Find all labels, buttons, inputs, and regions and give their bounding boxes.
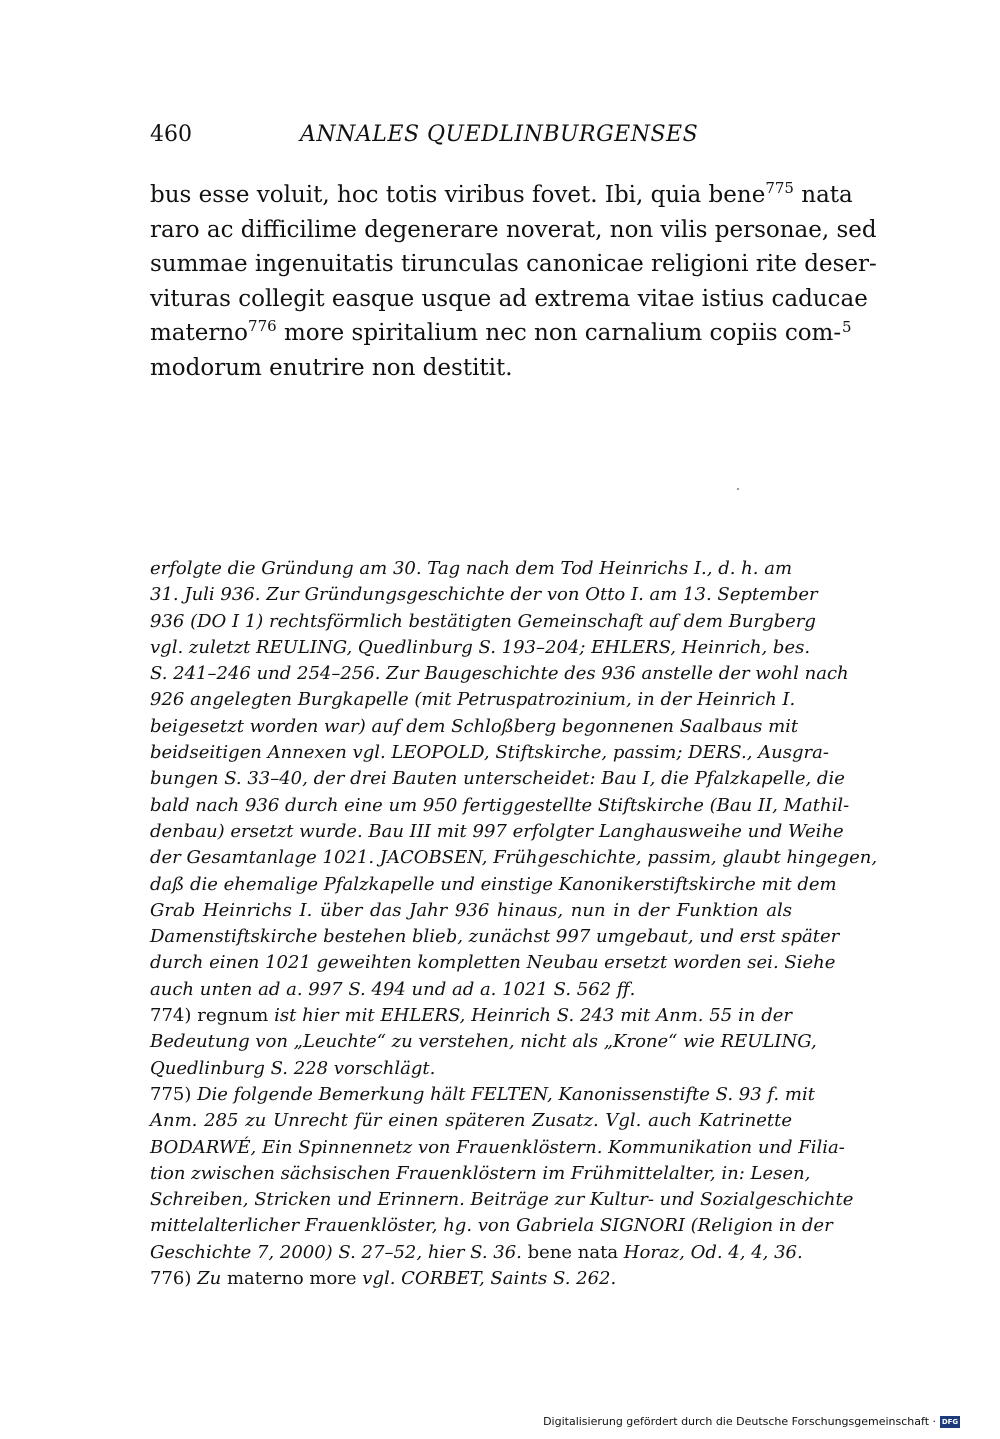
footnotes — [150, 556, 878, 1292]
lemma: bene nata — [521, 1241, 619, 1263]
footnote-ref-776: 776 — [248, 317, 277, 335]
text-span: bus esse voluit, hoc totis viribus fovet. Ibi, quia bene — [150, 182, 766, 208]
footnote-line: der Gesamtanlage 1021. JACOBSEN, Frühgeschichte, passim, glaubt hingegen, — [150, 847, 878, 869]
page-number: 460 — [150, 122, 192, 147]
footnote-776-line — [150, 1266, 792, 1292]
footnote-line: tion zwischen sächsischen Frauenklöstern im Frühmittelalter, in: Lesen, — [150, 1162, 811, 1184]
footnote-line: auch unten ad a. 997 S. 494 und ad a. 1021 S. 562 ff. — [150, 978, 636, 1000]
footnote-line: Quedlinburg S. 228 vorschlägt. — [150, 1057, 436, 1079]
running-title: ANNALES QUEDLINBURGENSES — [300, 122, 699, 147]
text-span: ist hier mit EHLERS, Heinrich S. 243 mit Anm. 55 in der — [268, 1005, 793, 1027]
footnote-ref-775: 775 — [765, 179, 794, 197]
footnote-number: 774) — [150, 1005, 192, 1027]
digitization-credit — [543, 1415, 960, 1428]
footnote-775-line — [150, 1082, 815, 1108]
page-header — [150, 122, 830, 156]
text-line — [150, 178, 853, 213]
scan-speck — [737, 488, 739, 490]
text-span: vgl. CORBET, Saints S. 262. — [356, 1268, 617, 1290]
main-text — [150, 178, 877, 385]
text-span: more spiritalium nec non carnalium copiis com- — [276, 320, 842, 346]
footnote-line: denbau) ersetzt wurde. Bau III mit 997 erfolgter Langhausweihe und Weihe — [150, 820, 844, 842]
lemma: regnum — [197, 1005, 269, 1027]
footnote-line: Schreiben, Stricken und Erinnern. Beiträge zur Kultur- und Sozialgeschichte — [150, 1189, 854, 1211]
footnote-number: 775) — [150, 1083, 192, 1105]
footnote-line: daß die ehemalige Pfalzkapelle und einstige Kanonikerstiftskirche mit dem — [150, 873, 837, 895]
credit-text: Digitalisierung gefördert durch die Deutsche Forschungsgemeinschaft · — [543, 1415, 936, 1428]
footnote-line: vgl. zuletzt REULING, Quedlinburg S. 193–204; EHLERS, Heinrich, bes. — [150, 636, 811, 658]
text-span: nata — [793, 182, 853, 208]
text-span: Geschichte 7, 2000) S. 27–52, hier S. 36. — [150, 1241, 522, 1263]
footnote-line — [150, 1240, 803, 1266]
text-line — [150, 316, 842, 351]
footnote-line: Grab Heinrichs I. über das Jahr 936 hinaus, nun in der Funktion als — [150, 899, 792, 921]
footnote-line: bungen S. 33–40, der drei Bauten unterscheidet: Bau I, die Pfalzkapelle, die — [150, 768, 845, 790]
text-span: Horaz, Od. 4, 4, 36. — [618, 1241, 803, 1263]
text-line: summae ingenuitatis tirunculas canonicae religioni rite deser- — [150, 251, 877, 277]
footnote-774-line — [150, 1003, 792, 1029]
footnote-line: Bedeutung von „Leuchte“ zu verstehen, nicht als „Krone“ wie REULING, — [150, 1031, 817, 1053]
footnote-line: beigesetzt worden war) auf dem Schloßberg begonnenen Saalbaus mit — [150, 715, 799, 737]
footnote-line: BODARWÉ, Ein Spinnennetz von Frauenklöstern. Kommunikation und Filia- — [150, 1136, 845, 1158]
text-line: modorum enutrire non destitit. — [150, 354, 513, 381]
footnote-line: erfolgte die Gründung am 30. Tag nach dem Tod Heinrichs I., d. h. am — [150, 558, 793, 579]
text-span: materno — [150, 320, 249, 346]
text-line: vituras collegit easque usque ad extrema vitae istius caducae — [150, 285, 868, 312]
footnote-line: beidseitigen Annexen vgl. LEOPOLD, Stiftskirche, passim; DERS., Ausgra- — [150, 742, 829, 764]
footnote-line: Damenstiftskirche bestehen blieb, zunächst 997 umgebaut, und erst später — [150, 926, 840, 948]
footnote-line: 936 (DO I 1) rechtsförmlich bestätigten Gemeinschaft auf dem Burgberg — [150, 610, 816, 632]
text-line: raro ac difficilime degenerare noverat, non vilis personae, sed — [150, 216, 877, 243]
margin-line-number: 5 — [842, 318, 852, 336]
footnote-line: S. 241–246 und 254–256. Zur Baugeschichte des 936 anstelle der wohl nach — [150, 663, 849, 685]
footnote-line: 31. Juli 936. Zur Gründungsgeschichte der von Otto I. am 13. September — [150, 584, 818, 606]
dfg-logo-icon: DFG — [941, 1417, 959, 1426]
lemma: materno more — [221, 1268, 357, 1290]
text-span: Zu — [191, 1268, 222, 1290]
footnote-line: 926 angelegten Burgkapelle (mit Petruspatrozinium, in der Heinrich I. — [150, 689, 796, 711]
footnote-number: 776) — [150, 1268, 192, 1290]
footnote-line: Anm. 285 zu Unrecht für einen späteren Zusatz. Vgl. auch Katrinette — [150, 1110, 792, 1132]
text-span: Die folgende Bemerkung hält FELTEN, Kanonissenstifte S. 93 f. mit — [191, 1083, 815, 1105]
footnote-line: mittelalterlicher Frauenklöster, hg. von Gabriela SIGNORI (Religion in der — [150, 1215, 833, 1237]
footnote-line: bald nach 936 durch eine um 950 fertiggestellte Stiftskirche (Bau II, Mathil- — [150, 794, 850, 816]
footnote-line: durch einen 1021 geweihten kompletten Neubau ersetzt worden sei. Siehe — [150, 952, 836, 974]
